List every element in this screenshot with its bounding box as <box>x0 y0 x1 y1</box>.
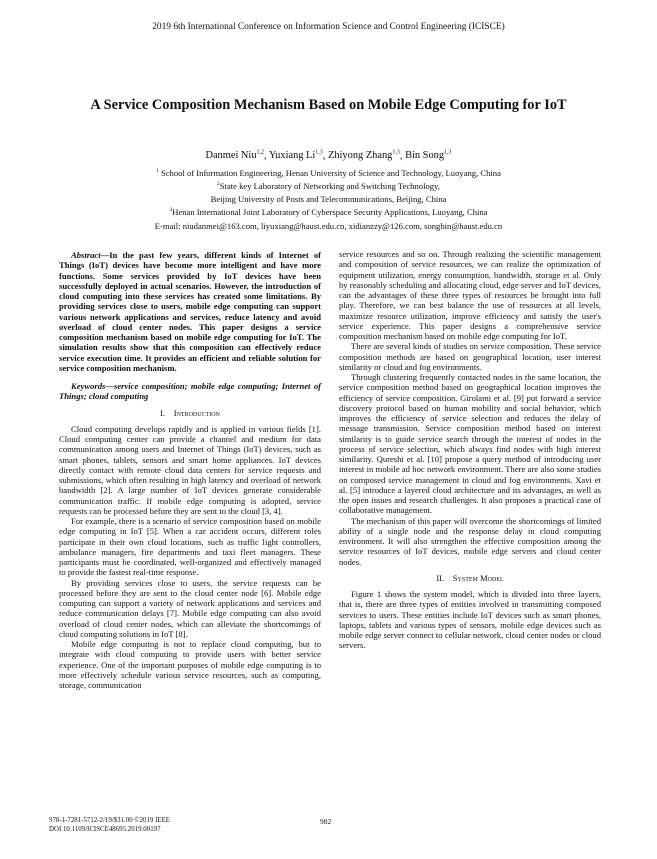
affiliation-line: $^3$Henan International Joint Laboratory of Cyberspace Security Applications, Luoyang, China <box>169 207 488 218</box>
keywords: Keywords—service composition; mobile edge computing; Internet of Things; cloud computing <box>59 381 321 402</box>
affiliation-line: $^2$State key Laboratory of Networking and Switching Technology, <box>217 181 440 192</box>
author: Danmei Niu$^{1,2}$ <box>205 150 265 162</box>
affiliation-line: Beijing University of Posts and Telecommunications, Beijing, China <box>210 194 447 205</box>
footer-copyright <box>49 817 170 834</box>
paragraph: Mobile edge computing is not to replace cloud computing, but to integrate with cloud computing to provide users with better service experience. One of the important purposes of mobile edge computing is to more effectively schedule various service resources, such as computing, storage, communication <box>59 639 321 690</box>
section-heading-system-model: II. System Model <box>436 572 504 583</box>
paragraph: Figure 1 shows the system model, which is divided into three layers, that is, there are three types of entities involved in transmitting composed services to users. These entities include IoT devices such as smart phones, laptops, tablets and various types of sensors, mobile edge devices such as mobile edge server connect to cellular network, cloud center nodes or cloud servers. <box>339 589 601 651</box>
footer-doi: DOI 10.1109/ICISCE48695.2019.00197 <box>49 825 161 833</box>
paragraph: Through clustering frequently contacted nodes in the same location, the service composition method based on geographical location improves the efficiency of service composition. Girolami et al. [9] put forward a service discovery protocol based on human mobility and social behavior, which improves the efficiency of service selection and reduces the delay of message transmission. Service composition method based on interest similarity is to guide service search through the interest of nodes in the process of service selection, which always find nodes with high interest similarity. Qureshi et al. [10] propose a query method of introducing user interest in mobile ad hoc network environment. There are also some studies on composed service management in cloud and fog environments. Xavi et al. [5] introduce a layered cloud architecture and its advantages, as well as the open issues and research challenges. It also proposes a practical case of collaborative management. <box>339 372 601 516</box>
paper-title: A Service Composition Mechanism Based on Mobile Edge Computing for IoT <box>90 97 567 113</box>
paragraph: Cloud computing develops rapidly and is applied in various fields [1]. Cloud computing center can provide a channel and medium for data communication among users and Internet of Things (IoT) devices, such as smart phones, tablets, sensors and smart home appliances. IoT devices directly contact with remote cloud data centers for service requests and submissions, which often resulting in high latency and overload of network bandwidth [2]. A large number of IoT devices generate considerable communication traffic. If mobile edge computing is adopted, service requests can be processed before they are sent to the cloud [3, 4]. <box>59 423 321 516</box>
paragraph: There are several kinds of studies on service composition. These service composition methods are based on geographical location, user interest similarity or cloud and fog environments. <box>339 341 601 372</box>
email-line: E-mail: niudanmei@163.com, liyuxiang@haust.edu.cn, xidianzzy@126.com, songbin@haust.edu.cn <box>154 220 503 231</box>
footer-isbn: 978-1-7281-5712-2/19/$31.00 ©2019 IEEE <box>49 817 171 824</box>
paragraph: The mechanism of this paper will overcome the shortcomings of limited ability of a single node and the response delay in cloud computing environment. It will also strengthen the effective composition among the service resources of IoT devices, mobile edge servers and cloud center nodes. <box>339 515 601 567</box>
author-list: Danmei Niu$^{1,2}$, Yuxiang Li$^{1,3}$, Zhiyong Zhang$^{1,3}$, Bin Song$^{1,3}$ <box>205 150 452 162</box>
author: Yuxiang Li$^{1,3}$ <box>268 150 323 162</box>
paragraph: For example, there is a scenario of service composition based on mobile edge computing in IoT [5]. When a car accident occurs, different roles participate in their own cloud locations, such as traffic light controllers, ambulance managers, fire departments and taxi fleet managers. These participants must be coordinated, well-organized and effectively managed to provide the fastest real-time response. <box>59 516 321 578</box>
right-column <box>339 249 601 651</box>
paragraph: service resources and so on. Through realizing the scientific management and composition of service resources, we can realize the optimization of equipment utilization, energy consumption, bandwidth, storage et al. Only by reasonably scheduling and allocating cloud, edge server and IoT devices, can the advantages of these three types of resources be brought into full play. Therefore, we can best balance the use of resources at all levels, maximize resource utilization, improve efficiency and satisfy the user's service experience. This paper designs a comprehensive service composition mechanism based on mobile edge computing for IoT. <box>339 249 601 341</box>
paragraph: By providing services close to users, the service requests can be processed before they are sent to the cloud center node [6]. Mobile edge computing can support a variety of network applications and services and reduce communication delays [7]. Mobile edge computing can also avoid overload of cloud center nodes, which can alleviate the shortcomings of cloud computing solutions in IoT [8]. <box>59 577 321 639</box>
section-heading-introduction: I. Introduction <box>160 407 220 418</box>
page-number: 982 <box>320 817 332 826</box>
left-column <box>59 250 321 690</box>
affiliation-line: $^1$ School of Information Engineering, Henan University of Science and Technology, Luoyang, China <box>156 167 501 178</box>
affiliations <box>0 166 657 232</box>
abstract: Abstract—In the past few years, different kinds of Internet of Things (IoT) devices have become more intelligent and have more functions. Some services provided by IoT devices have been successfully deployed in actual scenarios. However, the introduction of cloud computing into these services has created some limitations. By providing services close to users, mobile edge computing can support various network applications and services, reduce latency and avoid overload of cloud center nodes. This paper designs a service composition mechanism based on mobile edge computing for IoT. The simulation results show that this composition can effectively reduce service execution time. It provides an efficient and reliable solution for service composition mechanism. <box>59 250 321 373</box>
author: Zhiyong Zhang$^{1,3}$ <box>328 150 400 162</box>
author: Bin Song$^{1,3}$ <box>405 150 452 162</box>
conference-header: 2019 6th International Conference on Information Science and Control Engineering (ICISCE) <box>152 22 505 32</box>
